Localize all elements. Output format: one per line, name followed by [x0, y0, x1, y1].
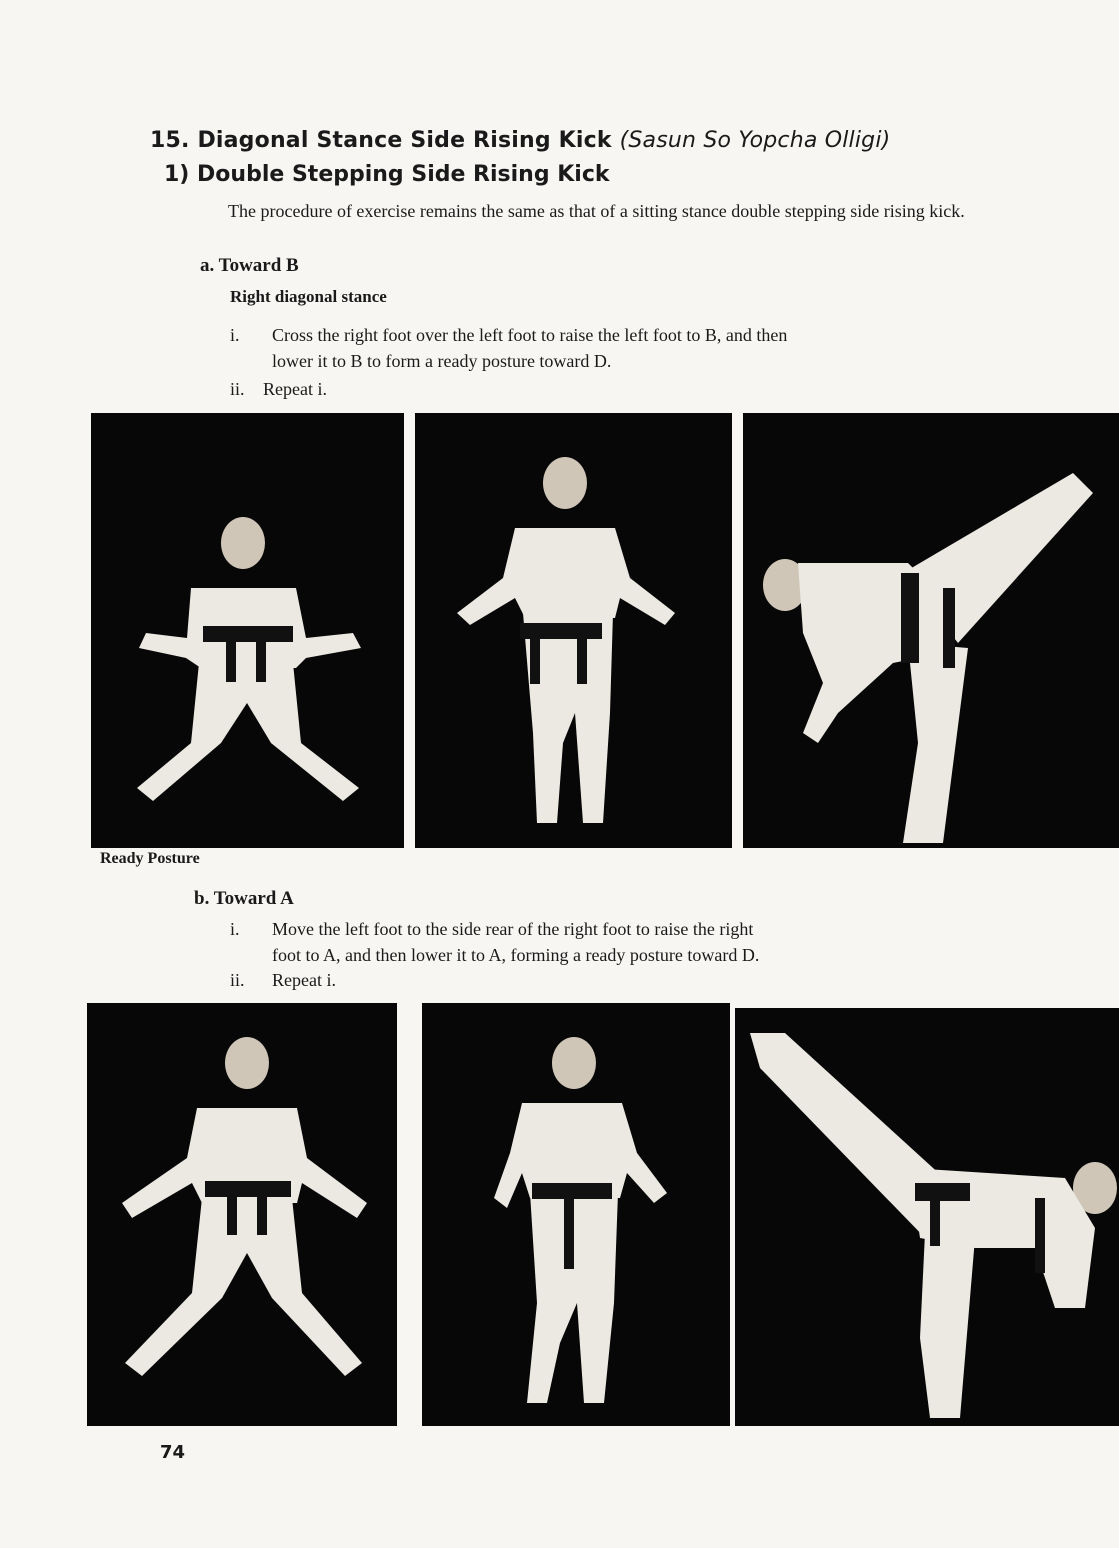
step-number: i. — [230, 919, 240, 939]
step-text-line: lower it to B to form a ready posture toward D. — [272, 351, 612, 371]
part-a-step-1 — [230, 322, 1030, 374]
step-text-line: Repeat i. — [272, 970, 336, 990]
part-a-step-2 — [230, 376, 530, 402]
step-text-line: Move the left foot to the side rear of the right foot to raise the right — [272, 919, 754, 939]
stance-label: Right diagonal stance — [230, 287, 387, 306]
subsection-heading — [164, 162, 610, 187]
section-korean-title: (Sasun So Yopcha Olligi) — [619, 128, 891, 153]
part-b-heading: b. Toward A — [194, 888, 294, 909]
step-text-line: Cross the right foot over the left foot to raise the left foot to B, and then — [272, 325, 788, 345]
step-text-line: foot to A, and then lower it to A, forming a ready posture toward D. — [272, 945, 760, 965]
subsection-title: Double Stepping Side Rising Kick — [197, 162, 610, 187]
photo-side-rising-kick-a — [735, 1008, 1119, 1426]
photo-ready-posture-b — [91, 413, 404, 848]
photo-cross-step-b — [415, 413, 732, 848]
section-heading — [150, 128, 890, 153]
intro-paragraph: The procedure of exercise remains the same as that of a sitting stance double stepping side rising kick. — [228, 201, 965, 221]
photo-caption: Ready Posture — [100, 850, 200, 867]
step-text-line: Repeat i. — [263, 379, 327, 399]
step-number: i. — [230, 325, 240, 345]
part-a-heading: a. Toward B — [200, 255, 299, 276]
photo-cross-step-a — [422, 1003, 730, 1426]
part-b-step-2 — [230, 967, 530, 993]
step-number: ii. — [230, 379, 245, 399]
step-number: ii. — [230, 970, 245, 990]
part-b-step-1 — [230, 916, 1030, 968]
photo-side-rising-kick-b — [743, 413, 1119, 848]
photo-ready-posture-a — [87, 1003, 397, 1426]
page-number: 74 — [160, 1442, 186, 1463]
section-number: 15. — [150, 128, 190, 153]
subsection-number: 1) — [164, 162, 190, 187]
section-title: Diagonal Stance Side Rising Kick — [197, 128, 612, 153]
